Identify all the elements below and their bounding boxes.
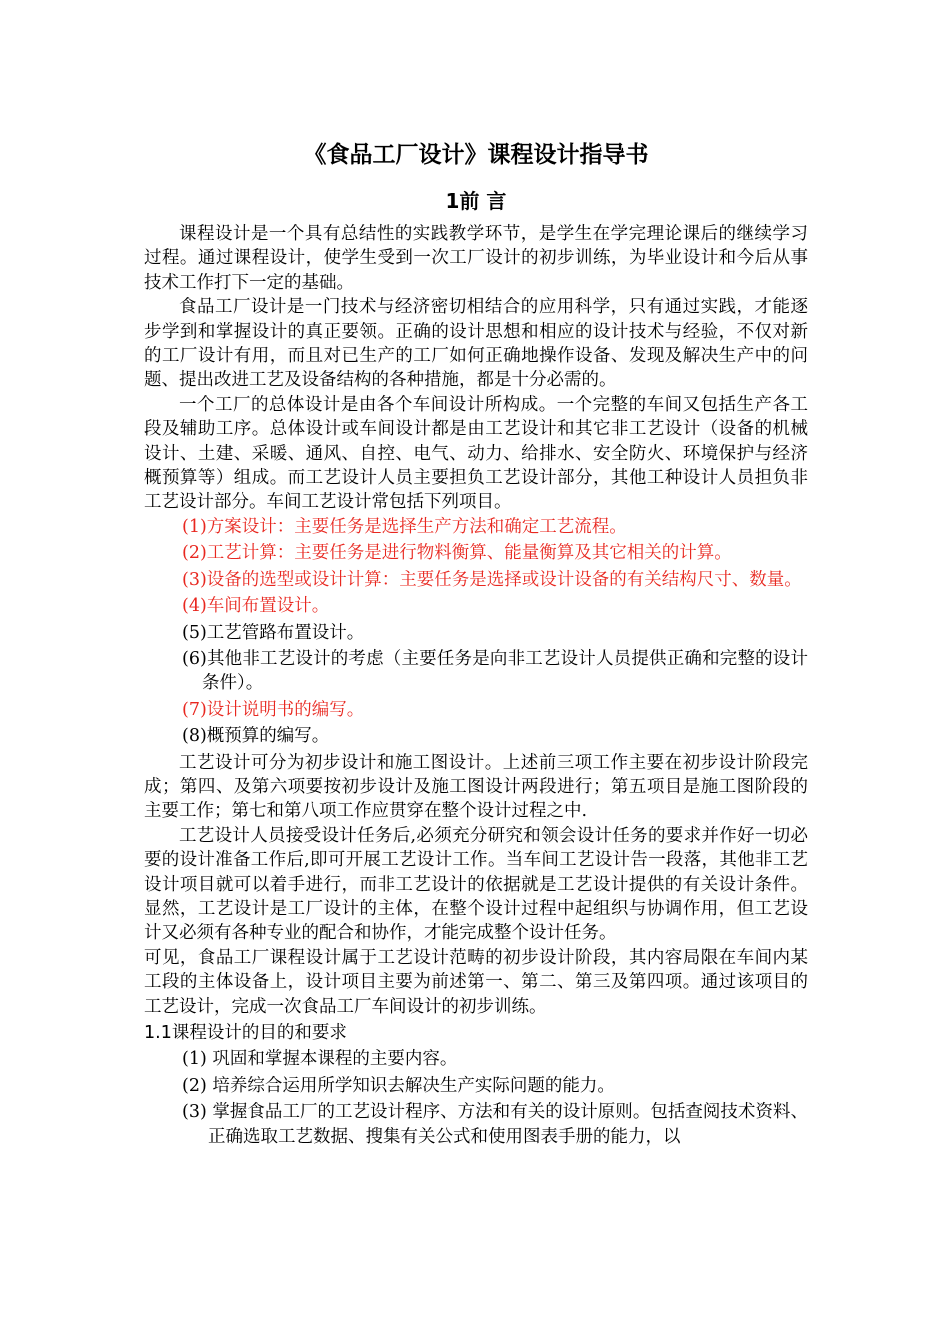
paragraph-4: 工艺设计可分为初步设计和施工图设计。上述前三项工作主要在初步设计阶段完成；第四、及第六项要按初步设计及施工图设计两段进行；第五项目是施工图阶段的主要工作；第七和第八项工作应贯穿在整个设计过程之中. <box>144 752 808 822</box>
list-item: (2)工艺计算：主要任务是进行物料衡算、能量衡算及其它相关的计算。 <box>182 543 732 564</box>
list-item: (7)设计说明书的编写。 <box>182 699 365 720</box>
objectives-list <box>144 1047 808 1149</box>
design-items-list <box>144 515 808 749</box>
paragraph-2: 食品工厂设计是一门技术与经济密切相结合的应用科学，只有通过实践，才能逐步学到和掌握设计的真正要领。正确的设计思想和相应的设计技术与经验，不仅对新的工厂设计有用，而且对已生产的工厂如何正确地操作设备、发现及解决生产中的问题、提出改进工艺及设备结构的各种措施，都是十分必需的。 <box>144 297 808 391</box>
list-item: (1)方案设计：主要任务是选择生产方法和确定工艺流程。 <box>182 516 627 537</box>
list-item: (5)工艺管路布置设计。 <box>182 622 365 643</box>
document-title: 《食品工厂设计》课程设计指导书 <box>303 142 649 168</box>
list-item: (2) 培养综合运用所学知识去解决生产实际问题的能力。 <box>182 1075 615 1096</box>
paragraph-6: 可见，食品工厂课程设计属于工艺设计范畴的初步设计阶段，其内容局限在车间内某工段的主体设备上，设计项目主要为前述第一、第二、第三及第四项。通过该项目的工艺设计，完成一次食品工厂车间设计的初步训练。 <box>144 947 808 1017</box>
chapter-heading: 1前 言 <box>445 189 507 213</box>
list-item: (3) 掌握食品工厂的工艺设计程序、方法和有关的设计原则。包括查阅技术资料、正确选取工艺数据、搜集有关公式和使用图表手册的能力，以 <box>182 1102 808 1147</box>
paragraph-1: 课程设计是一个具有总结性的实践教学环节，是学生在学完理论课后的继续学习过程。通过课程设计，使学生受到一次工厂设计的初步训练，为毕业设计和今后从事技术工作打下一定的基础。 <box>144 224 808 293</box>
list-item: (6)其他非工艺设计的考虑（主要任务是向非工艺设计人员提供正确和完整的设计条件）。 <box>182 648 808 694</box>
list-item: (8)概预算的编写。 <box>182 726 330 747</box>
list-item: (1) 巩固和掌握本课程的主要内容。 <box>182 1049 458 1070</box>
list-item: (3)设备的选型或设计计算：主要任务是选择或设计设备的有关结构尺寸、数量。 <box>182 569 802 590</box>
section-heading: 1.1课程设计的目的和要求 <box>144 1023 347 1043</box>
paragraph-5: 工艺设计人员接受设计任务后,必须充分研究和领会设计任务的要求并作好一切必要的设计准备工作后,即可开展工艺设计工作。当车间工艺设计告一段落，其他非工艺设计项目就可以着手进行，而非工艺设计的依据就是工艺设计提供的有关设计条件。显然，工艺设计是工厂设计的主体，在整个设计过程中起组织与协调作用，但工艺设计又必须有各种专业的配合和协作，才能完成整个设计任务。 <box>144 825 808 944</box>
list-item: (4)车间布置设计。 <box>182 596 330 617</box>
paragraph-3: 一个工厂的总体设计是由各个车间设计所构成。一个完整的车间又包括生产各工段及辅助工序。总体设计或车间设计都是由工艺设计和其它非工艺设计（设备的机械设计、土建、采暖、通风、自控、电气、动力、给排水、安全防火、环境保护与经济概预算等）组成。而工艺设计人员主要担负工艺设计部分，其他工种设计人员担负非工艺设计部分。车间工艺设计常包括下列项目。 <box>144 394 808 513</box>
